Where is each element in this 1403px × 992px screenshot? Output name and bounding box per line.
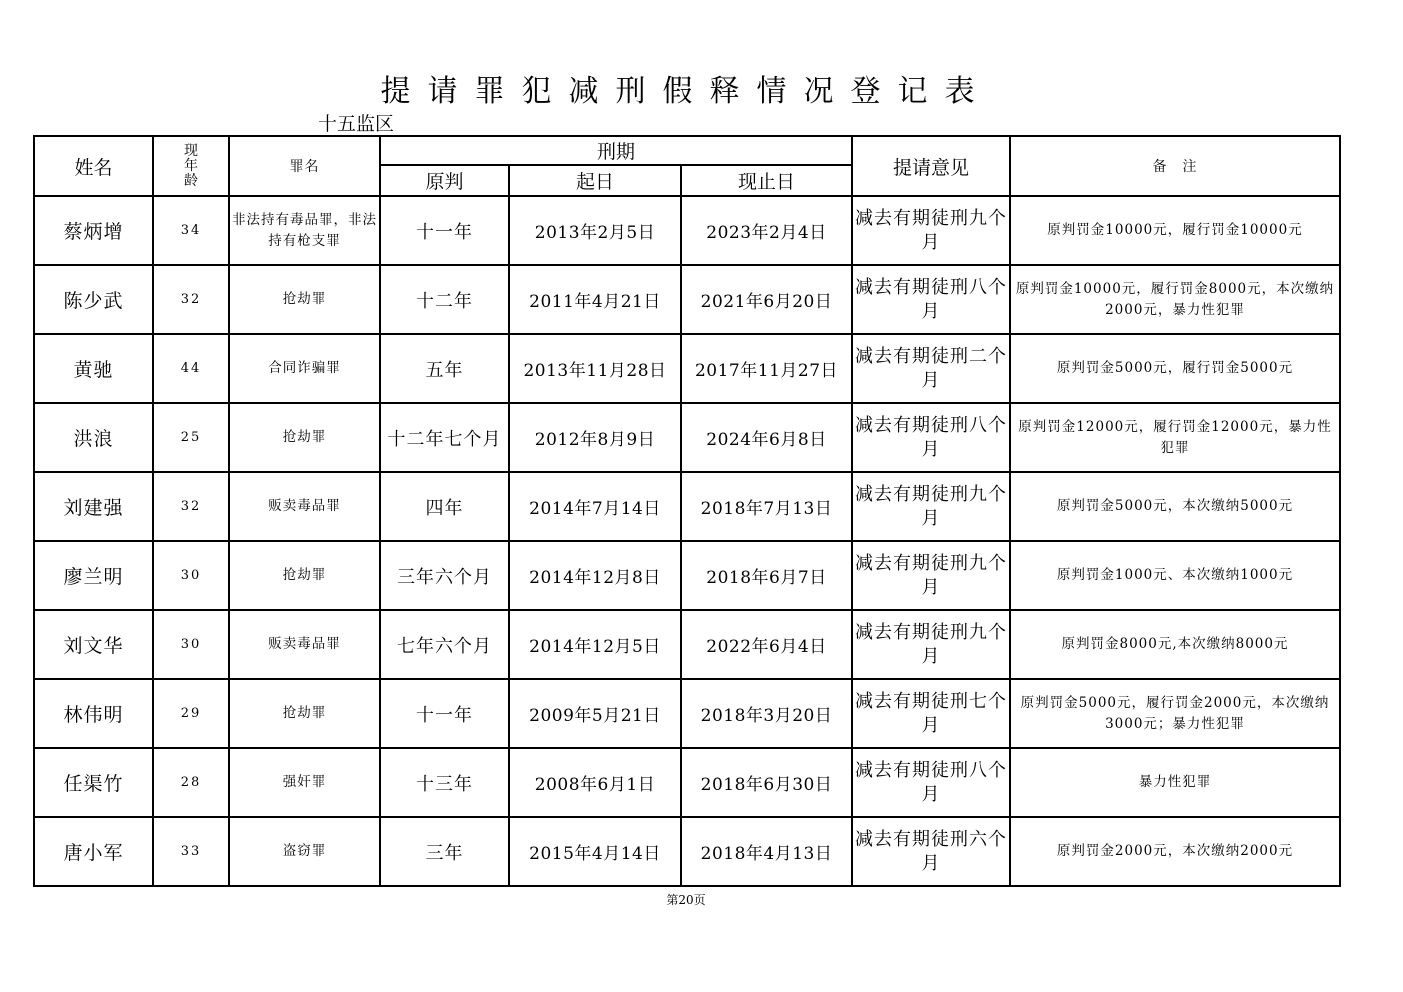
start-date: 2014年12月5日 [509, 610, 681, 679]
document-title: 提请罪犯减刑假释情况登记表 [380, 74, 992, 109]
proposed-opinion: 减去有期徒刑八个月 [852, 748, 1010, 817]
end-date: 2018年6月30日 [681, 748, 852, 817]
crime-name: 盗窃罪 [229, 817, 380, 886]
table-row [34, 403, 1340, 472]
register-table [33, 135, 1341, 887]
start-date: 2013年11月28日 [509, 334, 681, 403]
district-label: 十五监区 [318, 113, 395, 135]
proposed-opinion: 减去有期徒刑六个月 [852, 817, 1010, 886]
prisoner-age: 28 [153, 748, 229, 817]
original-term: 十二年七个月 [380, 403, 509, 472]
proposed-opinion: 减去有期徒刑九个月 [852, 196, 1010, 265]
original-term: 七年六个月 [380, 610, 509, 679]
crime-name: 贩卖毒品罪 [229, 610, 380, 679]
prisoner-name: 刘文华 [34, 610, 153, 679]
prisoner-age: 33 [153, 817, 229, 886]
prisoner-name: 洪浪 [34, 403, 153, 472]
header-age-char-2: 年 [184, 157, 198, 174]
remark: 原判罚金10000元，履行罚金8000元，本次缴纳2000元，暴力性犯罪 [1010, 265, 1340, 334]
header-term-group: 刑期 [380, 136, 852, 165]
start-date: 2009年5月21日 [509, 679, 681, 748]
start-date: 2014年7月14日 [509, 472, 681, 541]
remark: 原判罚金5000元，履行罚金2000元，本次缴纳3000元；暴力性犯罪 [1010, 679, 1340, 748]
end-date: 2024年6月8日 [681, 403, 852, 472]
table-row [34, 196, 1340, 265]
prisoner-name: 陈少武 [34, 265, 153, 334]
original-term: 四年 [380, 472, 509, 541]
proposed-opinion: 减去有期徒刑七个月 [852, 679, 1010, 748]
crime-name: 强奸罪 [229, 748, 380, 817]
end-date: 2018年3月20日 [681, 679, 852, 748]
prisoner-age: 32 [153, 265, 229, 334]
end-date: 2018年7月13日 [681, 472, 852, 541]
prisoner-age: 32 [153, 472, 229, 541]
proposed-opinion: 减去有期徒刑九个月 [852, 472, 1010, 541]
header-start-date: 起日 [509, 165, 681, 196]
table-row [34, 541, 1340, 610]
header-remark: 备 注 [1010, 136, 1340, 196]
original-term: 十二年 [380, 265, 509, 334]
prisoner-name: 唐小军 [34, 817, 153, 886]
prisoner-name: 刘建强 [34, 472, 153, 541]
start-date: 2013年2月5日 [509, 196, 681, 265]
table-row [34, 679, 1340, 748]
remark: 原判罚金1000元、本次缴纳1000元 [1010, 541, 1340, 610]
header-original-term: 原判 [380, 165, 509, 196]
header-age [153, 136, 229, 196]
table-row [34, 334, 1340, 403]
proposed-opinion: 减去有期徒刑八个月 [852, 403, 1010, 472]
table-row [34, 748, 1340, 817]
end-date: 2022年6月4日 [681, 610, 852, 679]
proposed-opinion: 减去有期徒刑八个月 [852, 265, 1010, 334]
original-term: 三年六个月 [380, 541, 509, 610]
proposed-opinion: 减去有期徒刑九个月 [852, 541, 1010, 610]
remark: 原判罚金10000元，履行罚金10000元 [1010, 196, 1340, 265]
original-term: 十三年 [380, 748, 509, 817]
table-body [34, 196, 1340, 886]
start-date: 2012年8月9日 [509, 403, 681, 472]
remark: 暴力性犯罪 [1010, 748, 1340, 817]
prisoner-name: 廖兰明 [34, 541, 153, 610]
prisoner-name: 蔡炳增 [34, 196, 153, 265]
prisoner-age: 34 [153, 196, 229, 265]
table-row [34, 472, 1340, 541]
header-age-char-3: 龄 [184, 172, 198, 189]
page-number: 第20页 [666, 893, 706, 907]
prisoner-name: 任渠竹 [34, 748, 153, 817]
table-row [34, 610, 1340, 679]
start-date: 2014年12月8日 [509, 541, 681, 610]
remark: 原判罚金5000元，本次缴纳5000元 [1010, 472, 1340, 541]
end-date: 2023年2月4日 [681, 196, 852, 265]
prisoner-age: 30 [153, 541, 229, 610]
prisoner-name: 黄驰 [34, 334, 153, 403]
start-date: 2011年4月21日 [509, 265, 681, 334]
prisoner-age: 30 [153, 610, 229, 679]
end-date: 2021年6月20日 [681, 265, 852, 334]
original-term: 五年 [380, 334, 509, 403]
start-date: 2015年4月14日 [509, 817, 681, 886]
prisoner-name: 林伟明 [34, 679, 153, 748]
end-date: 2018年6月7日 [681, 541, 852, 610]
original-term: 十一年 [380, 679, 509, 748]
crime-name: 抢劫罪 [229, 541, 380, 610]
header-name: 姓名 [34, 136, 153, 196]
table-row [34, 265, 1340, 334]
end-date: 2017年11月27日 [681, 334, 852, 403]
crime-name: 合同诈骗罪 [229, 334, 380, 403]
header-crime: 罪名 [229, 136, 380, 196]
prisoner-age: 29 [153, 679, 229, 748]
crime-name: 非法持有毒品罪，非法持有枪支罪 [229, 196, 380, 265]
prisoner-age: 44 [153, 334, 229, 403]
header-opinion: 提请意见 [852, 136, 1010, 196]
remark: 原判罚金8000元,本次缴纳8000元 [1010, 610, 1340, 679]
crime-name: 抢劫罪 [229, 403, 380, 472]
header-end-date: 现止日 [681, 165, 852, 196]
proposed-opinion: 减去有期徒刑二个月 [852, 334, 1010, 403]
crime-name: 贩卖毒品罪 [229, 472, 380, 541]
original-term: 三年 [380, 817, 509, 886]
crime-name: 抢劫罪 [229, 265, 380, 334]
proposed-opinion: 减去有期徒刑九个月 [852, 610, 1010, 679]
start-date: 2008年6月1日 [509, 748, 681, 817]
remark: 原判罚金5000元，履行罚金5000元 [1010, 334, 1340, 403]
end-date: 2018年4月13日 [681, 817, 852, 886]
table-row [34, 817, 1340, 886]
crime-name: 抢劫罪 [229, 679, 380, 748]
remark: 原判罚金2000元，本次缴纳2000元 [1010, 817, 1340, 886]
original-term: 十一年 [380, 196, 509, 265]
remark: 原判罚金12000元，履行罚金12000元，暴力性犯罪 [1010, 403, 1340, 472]
header-age-char-1: 现 [184, 142, 198, 159]
prisoner-age: 25 [153, 403, 229, 472]
